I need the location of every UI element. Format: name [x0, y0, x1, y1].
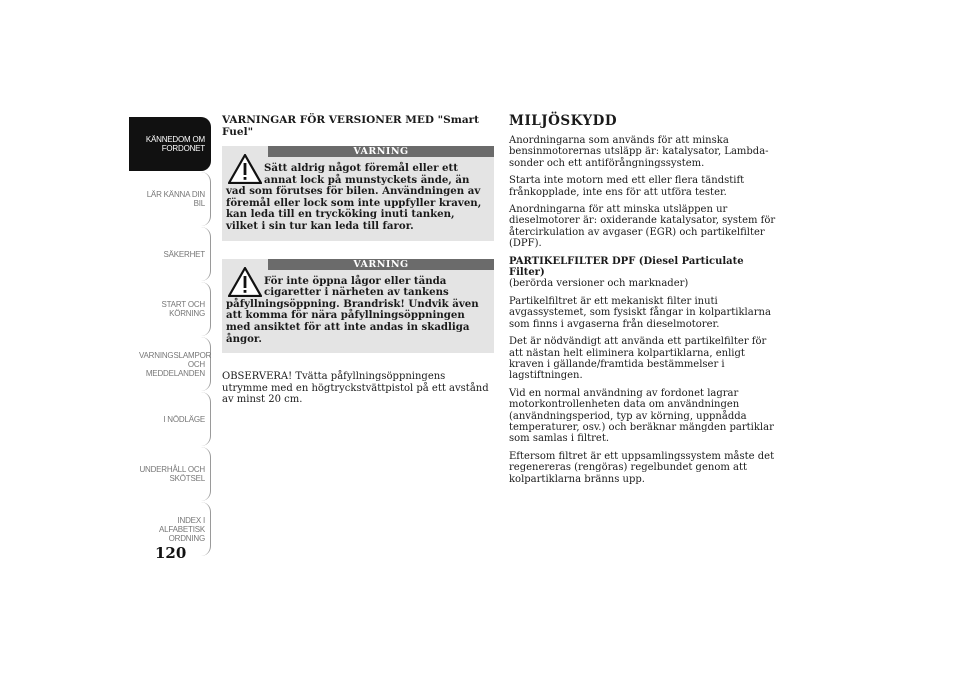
paragraph: Vid en normal användning av fordonet lagrar motorkontrollenheten data om användningen (användningsperiod, typ av körning, uppnådda temperaturer, osv.) och beräknar mängden partiklar som samlas i filtret.	[509, 387, 774, 445]
paragraph: Eftersom filtret är ett uppsamlingssystem måste det regenereras (rengöras) regelbundet genom att kolpartiklarna bränns upp.	[509, 450, 775, 485]
tab-varningslampor[interactable]	[129, 337, 211, 391]
tab-i-nodlage[interactable]	[129, 392, 211, 446]
tab-label: SÄKERHET	[163, 249, 205, 259]
dpf-note: (berörda versioner och marknader)	[509, 278, 689, 290]
page-number: 120	[155, 544, 187, 562]
paragraph: Anordningarna för att minska utsläppen ur dieselmotorer är: oxiderande katalysator, system för återcirkulation av avgaser (EGR) och partikelfilter (DPF).	[509, 204, 776, 250]
right-column	[509, 114, 779, 491]
tab-label: I NÖDLÄGE	[163, 414, 205, 424]
warning-text-rest: vad som förutses för bilen. Användningen av föremål eller lock som inte uppfyller kraven, kan leda till en trycköking inuti tanken, vilket i sin tur kan leda till faror.	[226, 185, 482, 232]
chapter-tabs	[129, 117, 211, 557]
warning-text-first: För inte öppna lågor eller tända cigaretter i närheten av tankens	[264, 274, 449, 299]
tab-label: VARNINGSLAMPOR OCH MEDDELANDEN	[139, 350, 212, 378]
warning-text	[226, 276, 490, 346]
tab-label: START OCH KÖRNING	[161, 300, 205, 318]
tab-label: UNDERHÅLL OCH SKÖTSEL	[139, 465, 205, 483]
tab-sakerhet[interactable]	[129, 227, 211, 281]
observera-note: OBSERVERA! Tvätta påfyllningsöppningens utrymme med en högtryckstvättpistol på ett avstånd av minst 20 cm.	[222, 371, 489, 405]
warning-triangle-icon	[228, 267, 262, 297]
warning-box-1	[222, 146, 494, 241]
dpf-heading: PARTIKELFILTER DPF (Diesel Particulate Filter)	[509, 255, 744, 279]
left-column	[222, 114, 494, 411]
paragraph: Partikelfiltret är ett mekaniskt filter inuti avgassystemet, som fysiskt fångar in kolpartiklarna som finns i avgaserna från dieselmotorer.	[509, 295, 771, 330]
tab-label: LÄR KÄNNA DIN BIL	[146, 190, 205, 208]
warning-bar: VARNING	[268, 146, 494, 157]
warning-bar: VARNING	[268, 259, 494, 270]
tab-lar-kanna-din-bil[interactable]	[129, 172, 211, 226]
warning-box-2	[222, 259, 494, 354]
smart-fuel-heading: VARNINGAR FÖR VERSIONER MED "Smart Fuel"	[222, 114, 480, 138]
paragraph: Det är nödvändigt att använda ett partikelfilter för att nästan helt eliminera kolpartiklarna, enligt kraven i gällande/framtida bestämmelser i lagstiftningen.	[509, 336, 767, 382]
tab-label: INDEX I ALFABETISK ORDNING	[158, 515, 205, 543]
warning-text	[226, 163, 490, 233]
paragraph: Anordningarna som används för att minska bensinmotorernas utsläpp är: katalysator, Lambda-sonder och ett antiförångningssystem.	[509, 135, 769, 169]
tab-underhall-och-skotsel[interactable]	[129, 447, 211, 501]
warning-triangle-icon	[228, 154, 262, 184]
tab-label: KÄNNEDOM OM FORDONET	[145, 135, 205, 153]
warning-text-first: Sätt aldrig något föremål eller ett annat lock på munstyckets ände, än	[264, 162, 470, 186]
paragraph: Starta inte motorn med ett eller flera tändstift frånkopplade, inte ens för att utföra tester.	[509, 175, 745, 198]
warning-text-rest: påfyllningsöppning. Brandrisk! Undvik även att komma för nära påfyllningsöppningen med ansiktet för att inte andas in skadliga ångor.	[226, 297, 479, 345]
section-title: MILJÖSKYDD	[509, 113, 618, 129]
tab-kannedom-om-fordonet[interactable]	[129, 117, 211, 171]
tab-start-och-korning[interactable]	[129, 282, 211, 336]
